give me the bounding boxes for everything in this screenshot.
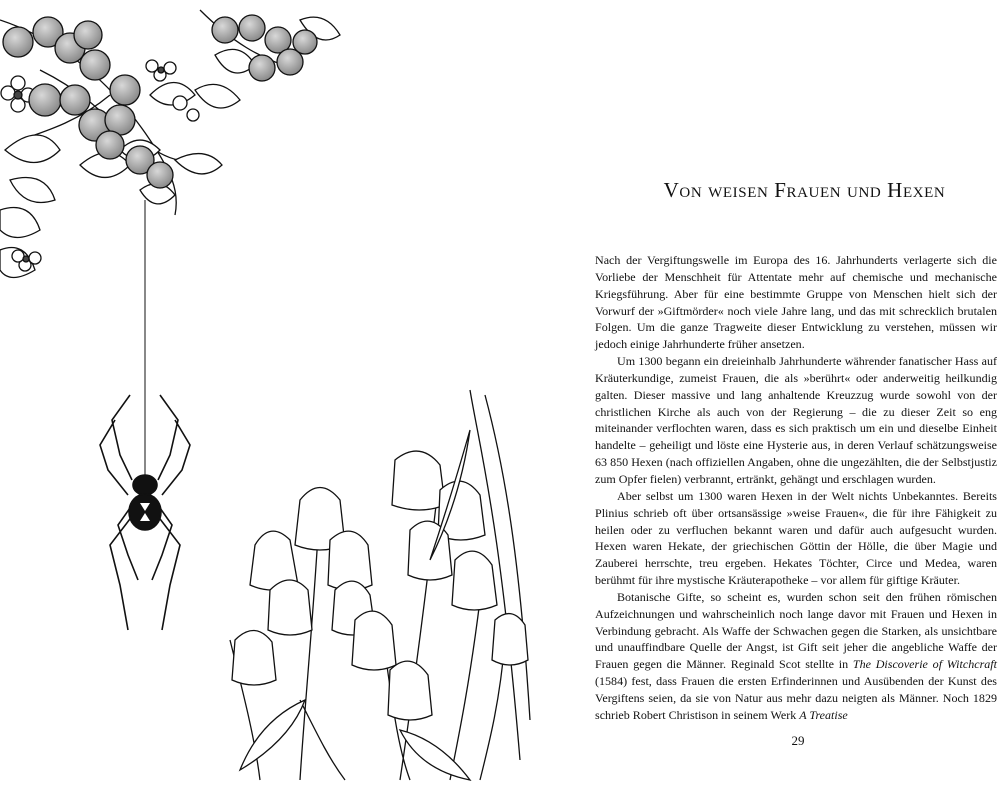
text-page [560, 0, 1000, 800]
body-text [595, 252, 997, 724]
page-number: 29 [791, 733, 805, 748]
chapter-title: Von weisen Frauen und Hexen [663, 178, 946, 202]
paragraph: Aber selbst um 1300 waren Hexen in der Welt nichts Unbekanntes. Bereits Plinius schrieb oft über ortsansässige »weise Frauen«, die für ihre Fähigkeit zu heilen oder zu verfluchen bekannt waren und dafür auch aufgesucht wurden. Hexen waren Hekate, der griechischen Göttin der Hölle, die über Magie und Zauberei herrschte, treu ergeben. Hekates Töchter, Circe und Medea, waren berühmt für ihre mystische Kräuterapotheke – vor allem für giftige Kräuter. [595, 488, 997, 588]
spider-illustration [100, 200, 190, 630]
book-title: A Treatise [799, 707, 848, 722]
berry-branch-illustration [0, 10, 340, 278]
paragraph-text: (1584) fest, dass Frauen die ersten Erfinderinnen und Ausübenden der Kunst des Vergiftens seien, da sie von Natur aus mehr dazu neigten als Männer. Noch 1829 schrieb Robert Christison in seinem Werk [595, 674, 997, 722]
paragraph: Um 1300 begann ein dreieinhalb Jahrhunderte währender fanatischer Hass auf Kräuterkundige, zumeist Frauen, die als »berührt« oder anderweitig heilkundig galten. Dieser massive und lang anhaltende Kreuzzug wurde sowohl von der christlichen Kirche als auch von der Regierung – die zu dieser Zeit so eng miteinander verflochten waren, dass es sich praktisch um ein und dieselbe Einheit handelte – geheiligt und löste eine Hysterie aus, in deren Verlauf schätzungsweise 63 850 Hexen (nach offiziellen Angaben, ohne die ungezählten, die der Selbstjustiz zum Opfer fielen) verbrannt, ertränkt, gehängt und erschlagen wurden. [595, 354, 997, 486]
paragraph-text: Botanische Gifte, so scheint es, wurden schon seit den frühen römischen Aufzeichnungen und wahrscheinlich noch lange davor mit Frauen und Hexen in Verbindung gebracht. Als Waffe der Schwachen gegen die Starken, als unsichtbare und unauffindbare Quelle der Angst, ist Gift seit jeher die angebliche Waffe der Frauen gegen die Männer. Reginald Scot stellte in [595, 589, 997, 672]
book-title: The Discoverie of Witchcraft [852, 657, 997, 672]
bellflower-illustration [230, 390, 530, 780]
paragraph [595, 589, 997, 724]
paragraph: Nach der Vergiftungswelle im Europa des 16. Jahrhunderts verlagerte sich die Vorliebe der Menschheit für Attentate mehr auf chemische und mechanische Kriegsführung. Aber für eine bestimmte Gruppe von Menschen hielt sich der Vorwurf der »Giftmörder« noch viele Jahre lang, und das mit schrecklich brutalen Folgen. Um die ganze Tragweite dieser Entwicklung zu verstehen, müssen wir jedoch einige Jahrhunderte früher ansetzen. [595, 253, 997, 352]
